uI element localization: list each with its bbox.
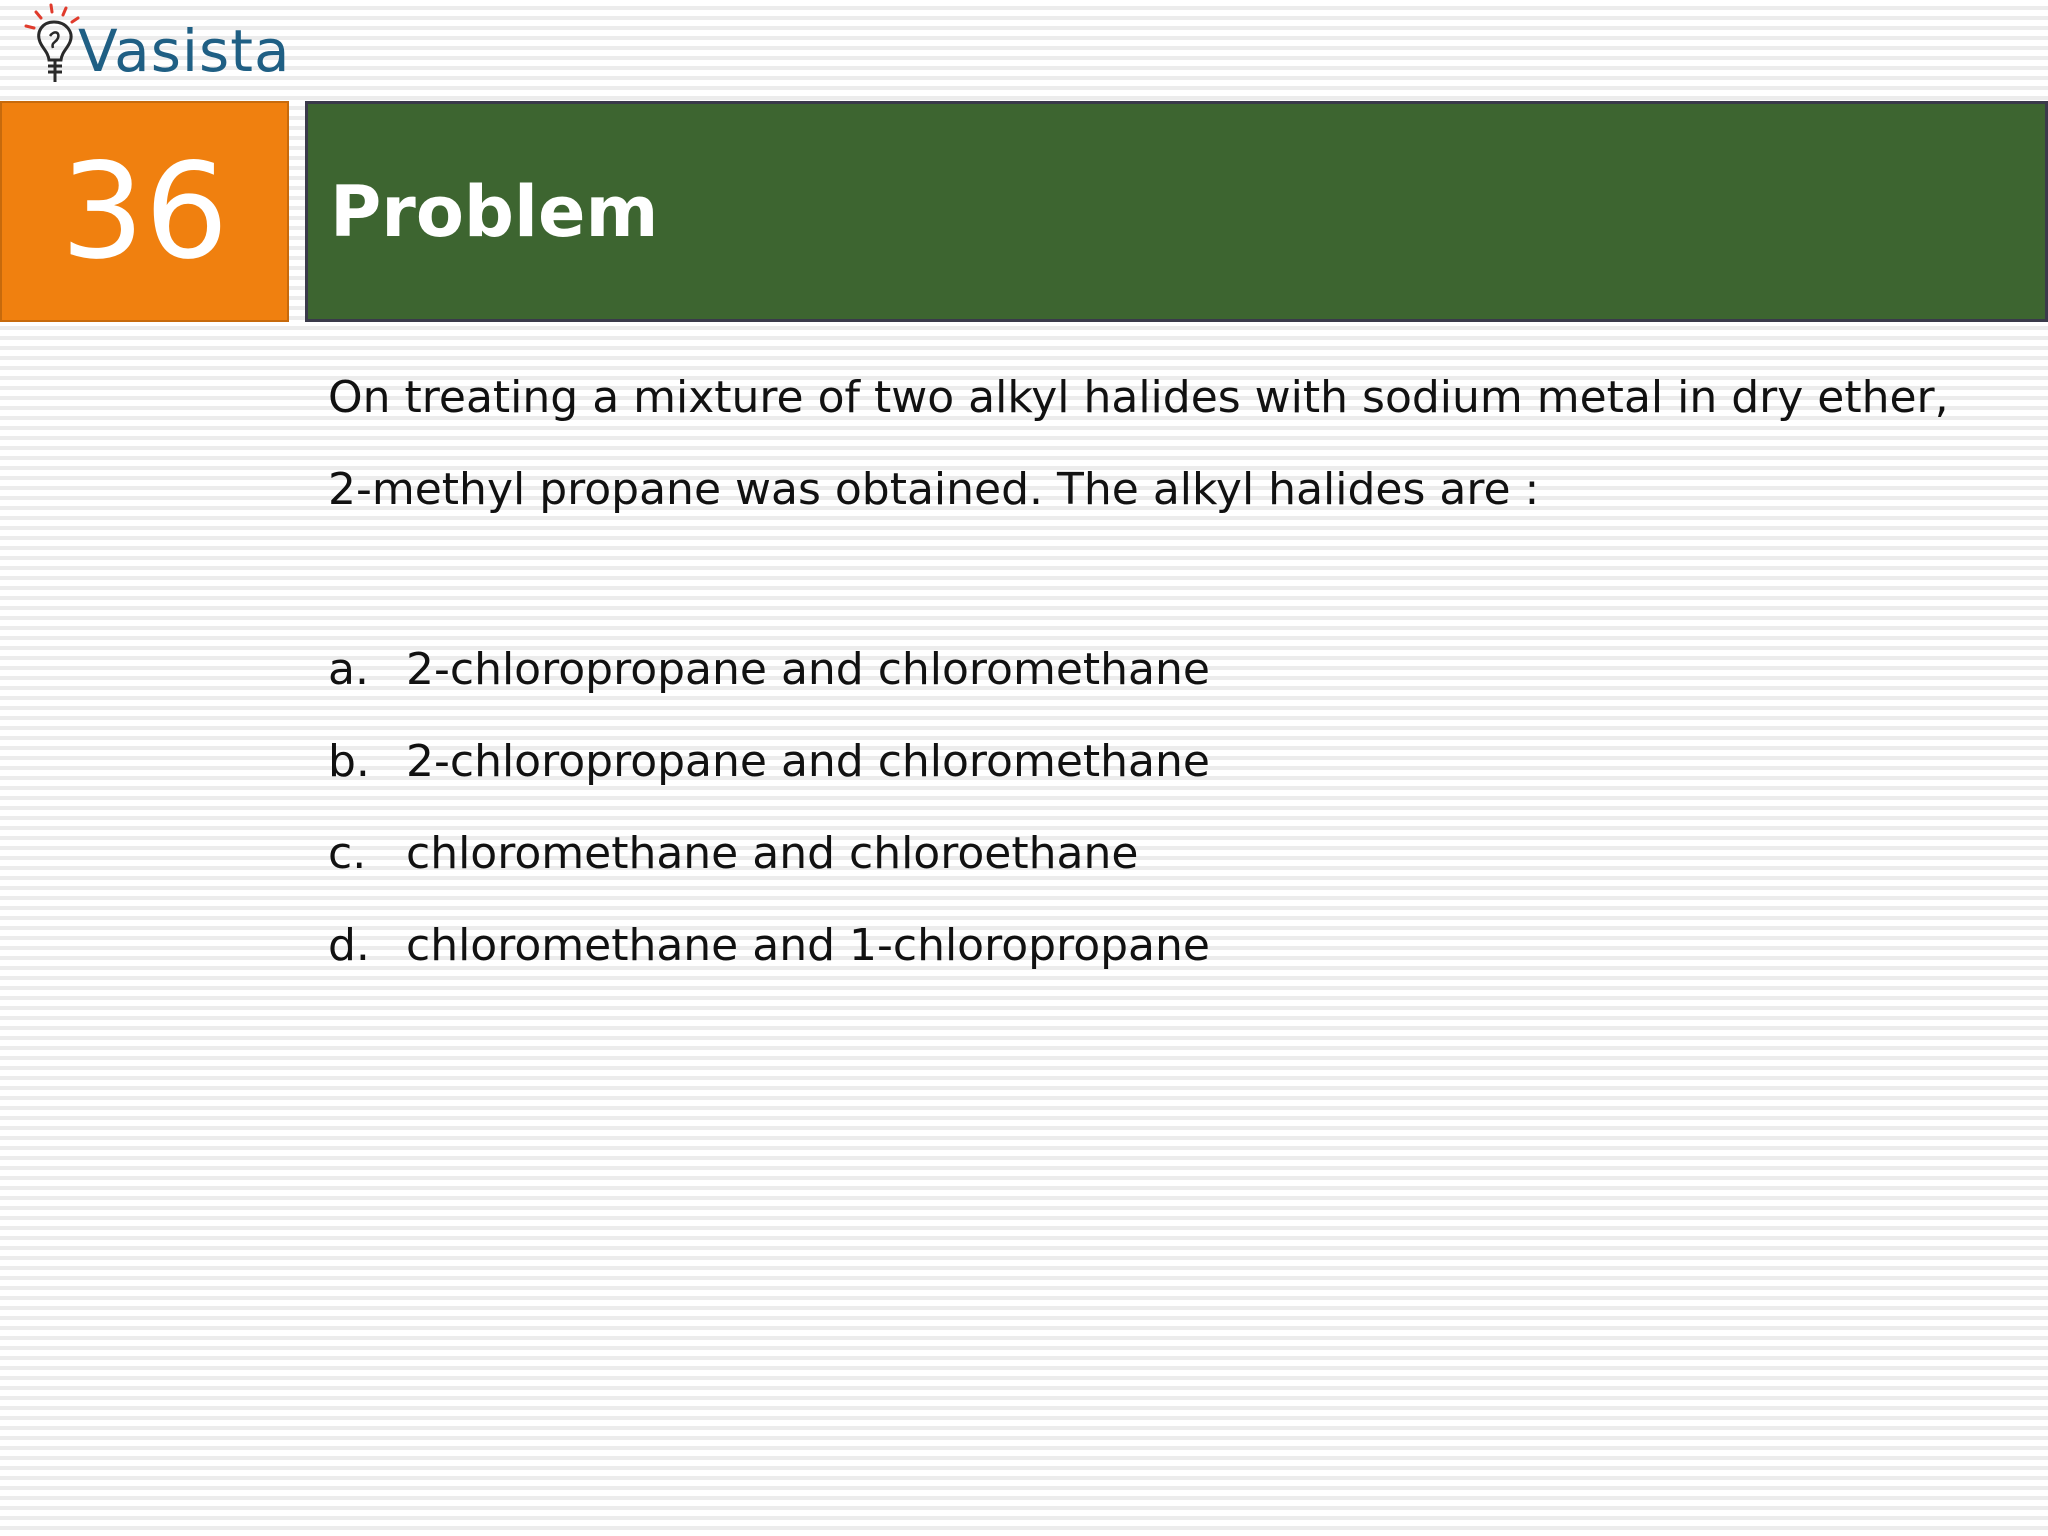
option-text: chloromethane and 1-chloropropane xyxy=(406,920,1210,971)
option-letter: b. xyxy=(328,736,370,787)
option-text: 2-chloropropane and chloromethane xyxy=(406,644,1210,695)
options-list xyxy=(328,624,1988,992)
option-a xyxy=(328,624,1988,716)
option-b xyxy=(328,716,1988,808)
option-text: chloromethane and chloroethane xyxy=(406,828,1139,879)
question-text: On treating a mixture of two alkyl halides with sodium metal in dry ether, 2-methyl propane was obtained. The alkyl halides are : xyxy=(328,372,1949,515)
option-c xyxy=(328,808,1988,900)
option-text: 2-chloropropane and chloromethane xyxy=(406,736,1210,787)
option-letter: c. xyxy=(328,828,367,879)
option-letter: d. xyxy=(328,920,370,971)
option-d xyxy=(328,900,1988,992)
slide-number: 36 xyxy=(60,134,229,289)
vasista-logo xyxy=(18,0,291,96)
slide-content xyxy=(328,352,1988,992)
slide-number-badge xyxy=(0,101,289,322)
option-letter: a. xyxy=(328,644,369,695)
title-bar xyxy=(305,101,2048,322)
logo-wordmark: Vasista xyxy=(78,17,291,85)
slide-title: Problem xyxy=(330,170,659,253)
